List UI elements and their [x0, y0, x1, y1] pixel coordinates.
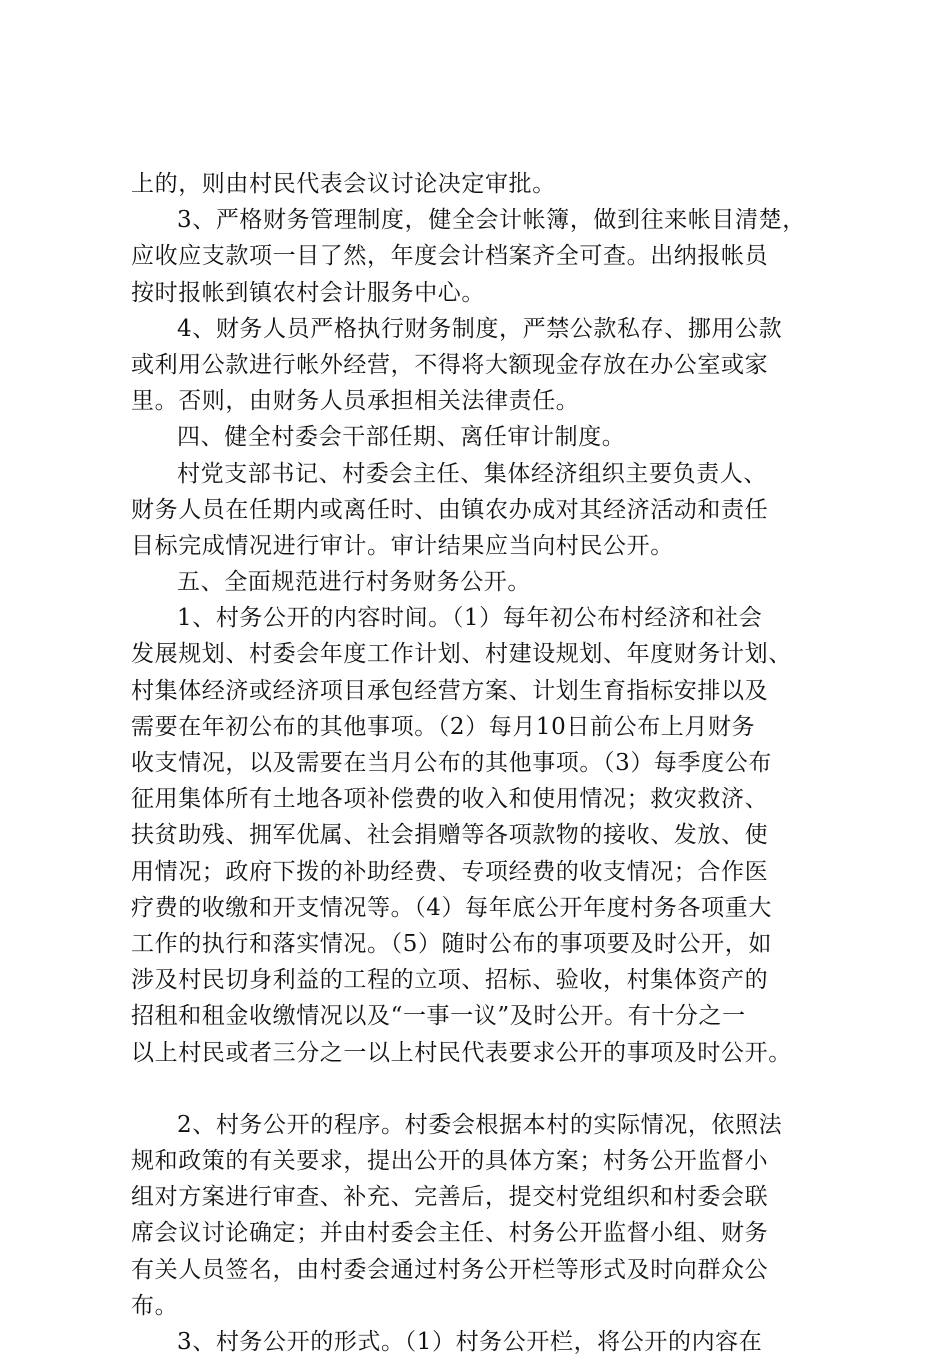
paragraph-item-3-form-line: 3、村务公开的形式。（1）村务公开栏，将公开的内容在 [177, 1329, 763, 1355]
paragraph-item-1-line: 1、村务公开的内容时间。（1）每年初公布村经济和社会 [177, 605, 763, 632]
text-line: 用情况；政府下拨的补助经费、专项经费的收支情况；合作医 [131, 858, 769, 885]
text-line: 布。 [131, 1292, 179, 1319]
section-heading-4: 四、健全村委会干部任期、离任审计制度。 [177, 424, 626, 451]
text-line: 征用集体所有土地各项补偿费的收入和使用情况；救灾救济、 [131, 786, 769, 813]
text-line: 有关人员签名，由村委会通过村务公开栏等形式及时向群众公 [131, 1256, 769, 1283]
text-line: 扶贫助残、拥军优属、社会捐赠等各项款物的接收、发放、使 [131, 822, 769, 849]
text-line: 财务人员在任期内或离任时、由镇农办成对其经济活动和责任 [131, 496, 769, 523]
text-line: 疗费的收缴和开支情况等。（4）每年底公开年度村务各项重大 [131, 894, 772, 921]
text-line: 发展规划、村委会年度工作计划、村建设规划、年度财务计划、 [131, 641, 792, 668]
paragraph-audit-line: 村党支部书记、村委会主任、集体经济组织主要负责人、 [177, 460, 767, 487]
paragraph-item-3-line: 3、严格财务管理制度，健全会计帐簿，做到往来帐目清楚， [177, 207, 806, 234]
text-line: 上的，则由村民代表会议讨论决定审批。 [131, 171, 556, 197]
text-line: 招租和租金收缴情况以及“一事一议”及时公开。有十分之一 [131, 1003, 746, 1030]
paragraph-item-4-line: 4、财务人员严格执行财务制度，严禁公款私存、挪用公款 [177, 315, 783, 342]
blank-line [131, 1071, 831, 1107]
text-line: 席会议讨论确定；并由村委会主任、村务公开监督小组、财务 [131, 1220, 769, 1247]
text-line: 应收应支款项一目了然，年度会计档案齐全可查。出纳报帐员 [131, 243, 769, 270]
text-line: 需要在年初公布的其他事项。（2）每月10日前公布上月财务 [131, 713, 756, 740]
text-line: 或利用公款进行帐外经营，不得将大额现金存放在办公室或家 [131, 351, 769, 378]
text-line: 里。否则，由财务人员承担相关法律责任。 [131, 388, 580, 415]
document-body [131, 166, 831, 1360]
text-line: 以上村民或者三分之一以上村民代表要求公开的事项及时公开。 [131, 1039, 792, 1066]
text-line: 工作的执行和落实情况。（5）随时公布的事项要及时公开，如 [131, 930, 772, 957]
text-line: 收支情况，以及需要在当月公布的其他事项。（3）每季度公布 [131, 750, 772, 776]
text-line: 涉及村民切身利益的工程的立项、招标、验收，村集体资产的 [131, 967, 769, 994]
paragraph-item-2-line: 2、村务公开的程序。村委会根据本村的实际情况，依照法 [177, 1111, 783, 1138]
section-heading-5: 五、全面规范进行村务财务公开。 [177, 569, 531, 596]
text-line: 规和政策的有关要求，提出公开的具体方案；村务公开监督小 [131, 1148, 769, 1175]
text-line: 按时报帐到镇农村会计服务中心。 [131, 279, 485, 306]
text-line: 组对方案进行审查、补充、完善后，提交村党组织和村委会联 [131, 1184, 769, 1211]
text-line: 村集体经济或经济项目承包经营方案、计划生育指标安排以及 [131, 677, 769, 704]
text-line: 目标完成情况进行审计。审计结果应当向村民公开。 [131, 532, 674, 559]
